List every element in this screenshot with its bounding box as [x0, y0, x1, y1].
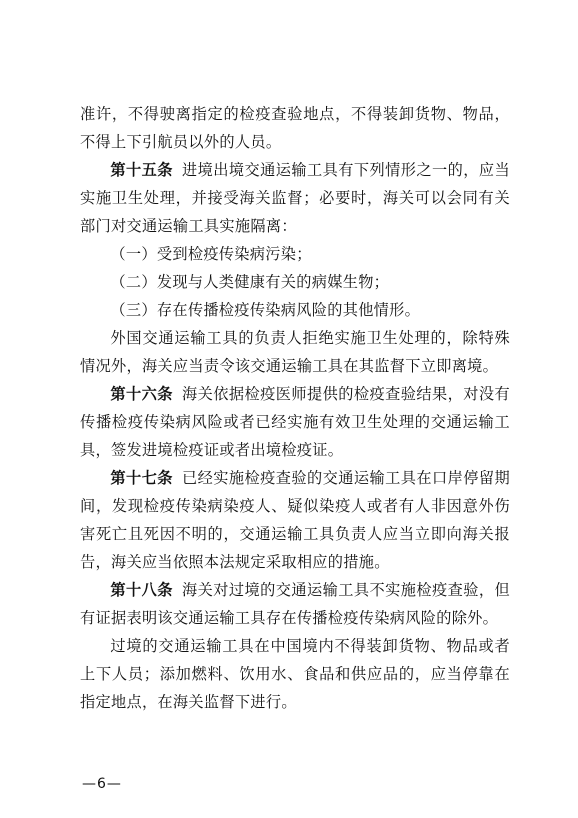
paragraph	[80, 240, 510, 268]
article-number: 第十八条	[110, 581, 173, 599]
paragraph-text: 外国交通运输工具的负责人拒绝实施卫生处理的，除特殊情况外，海关应当责令该交通运输工具在其监督下立即离境。	[80, 329, 510, 375]
paragraph-text: （三）存在传播检疫传染病风险的其他情形。	[110, 301, 421, 319]
paragraph	[80, 632, 510, 716]
paragraph-text: （二）发现与人类健康有关的病媒生物；	[110, 273, 390, 291]
article-number: 第十五条	[110, 161, 173, 179]
paragraph-text: （一）受到检疫传染病污染；	[110, 245, 312, 263]
document-body	[80, 100, 510, 716]
article-paragraph	[80, 576, 510, 632]
paragraph-text: 已经实施检疫查验的交通运输工具在口岸停留期间，发现检疫传染病染疫人、疑似染疫人或者有人非因意外伤害死亡且死因不明的，交通运输工具负责人应当立即向海关报告，海关应当依照本法规定采取相应的措施。	[80, 469, 510, 571]
paragraph	[80, 100, 510, 156]
paragraph	[80, 296, 510, 324]
article-number: 第十六条	[110, 385, 173, 403]
paragraph-text: 过境的交通运输工具在中国境内不得装卸货物、物品或者上下人员；添加燃料、饮用水、食品和供应品的，应当停靠在指定地点，在海关监督下进行。	[80, 637, 510, 711]
paragraph-text: 进境出境交通运输工具有下列情形之一的，应当实施卫生处理，并接受海关监督；必要时，海关可以会同有关部门对交通运输工具实施隔离：	[80, 161, 510, 235]
paragraph-text: 海关对过境的交通运输工具不实施检疫查验，但有证据表明该交通运输工具存在传播检疫传染病风险的除外。	[80, 581, 510, 627]
paragraph-text: 准许，不得驶离指定的检疫查验地点，不得装卸货物、物品，不得上下引航员以外的人员。	[80, 105, 510, 151]
article-paragraph	[80, 380, 510, 464]
article-paragraph	[80, 464, 510, 576]
article-paragraph	[80, 156, 510, 240]
paragraph	[80, 268, 510, 296]
page-number: —6—	[82, 776, 122, 792]
paragraph	[80, 324, 510, 380]
article-number: 第十七条	[110, 469, 173, 487]
paragraph-text: 海关依据检疫医师提供的检疫查验结果，对没有传播检疫传染病风险或者已经实施有效卫生处理的交通运输工具，签发进境检疫证或者出境检疫证。	[80, 385, 510, 459]
